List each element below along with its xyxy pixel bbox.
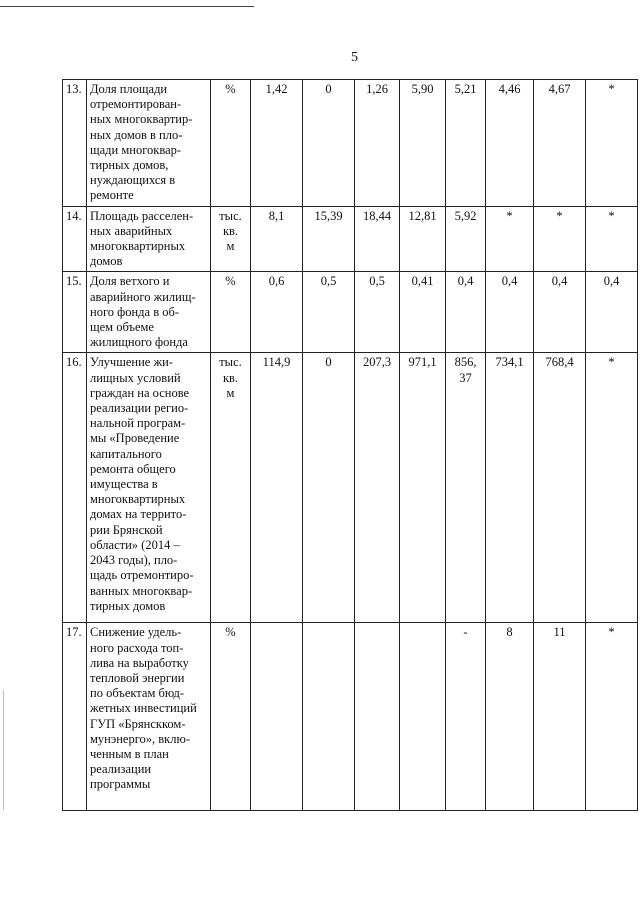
header-rule — [0, 6, 254, 7]
value-cell: 0 — [303, 353, 355, 623]
indicator-name: Снижение удель- ного расхода топ- лива на выработку тепловой энергии по объектам бюд- жетных инвестиций ГУП «Брянскком- мунэнерго», вклю- ченным в план реализации программы — [87, 623, 211, 811]
value-cell: * — [486, 206, 534, 272]
table-row — [63, 353, 638, 623]
value-cell: 0 — [303, 80, 355, 207]
value-cell: 1,26 — [355, 80, 400, 207]
unit-cell: тыс. кв. м — [211, 206, 251, 272]
value-cell: 207,3 — [355, 353, 400, 623]
value-cell: 15,39 — [303, 206, 355, 272]
row-number: 13. — [63, 80, 87, 207]
value-cell: * — [586, 206, 638, 272]
value-cell: 5,92 — [446, 206, 486, 272]
table-row — [63, 623, 638, 811]
value-cell — [355, 623, 400, 811]
value-cell: * — [534, 206, 586, 272]
value-cell: 1,42 — [251, 80, 303, 207]
value-cell: 114,9 — [251, 353, 303, 623]
table-row — [63, 206, 638, 272]
value-cell: 0,41 — [400, 272, 446, 353]
table-row — [63, 272, 638, 353]
row-number: 14. — [63, 206, 87, 272]
indicator-name: Площадь расселен- ных аварийных многоквартирных домов — [87, 206, 211, 272]
indicators-table — [62, 79, 638, 811]
value-cell: 8 — [486, 623, 534, 811]
row-number: 16. — [63, 353, 87, 623]
value-cell: 768,4 — [534, 353, 586, 623]
value-cell: 4,46 — [486, 80, 534, 207]
value-cell: 11 — [534, 623, 586, 811]
value-cell: 18,44 — [355, 206, 400, 272]
value-cell: 0,4 — [534, 272, 586, 353]
indicator-name: Доля ветхого и аварийного жилищ- ного фонда в об- щем объеме жилищного фонда — [87, 272, 211, 353]
value-cell: 8,1 — [251, 206, 303, 272]
value-cell: 0,5 — [303, 272, 355, 353]
page-number: 5 — [351, 50, 358, 65]
value-cell: 4,67 — [534, 80, 586, 207]
value-cell: 0,6 — [251, 272, 303, 353]
unit-cell: тыс. кв. м — [211, 353, 251, 623]
value-cell: * — [586, 623, 638, 811]
value-cell: 856, 37 — [446, 353, 486, 623]
value-cell: 0,4 — [446, 272, 486, 353]
value-cell: 734,1 — [486, 353, 534, 623]
unit-cell: % — [211, 623, 251, 811]
value-cell: 5,21 — [446, 80, 486, 207]
value-cell — [303, 623, 355, 811]
value-cell: 12,81 — [400, 206, 446, 272]
value-cell: * — [586, 353, 638, 623]
value-cell: 5,90 — [400, 80, 446, 207]
value-cell — [400, 623, 446, 811]
unit-cell: % — [211, 272, 251, 353]
value-cell — [251, 623, 303, 811]
indicator-name: Улучшение жи- лищных условий граждан на основе реализации регио- нальной програм- мы «Проведение капитального ремонта общего имущества в многоквартирных домах на террито- рии Брянской области» (2014 – 2043 годы), пло- щадь отремонтиро- ванных многоквар- тирных домов — [87, 353, 211, 623]
table-row — [63, 80, 638, 207]
value-cell: 0,4 — [486, 272, 534, 353]
row-number: 15. — [63, 272, 87, 353]
unit-cell: % — [211, 80, 251, 207]
value-cell: 971,1 — [400, 353, 446, 623]
value-cell: * — [586, 80, 638, 207]
value-cell: 0,4 — [586, 272, 638, 353]
scan-margin-mark — [3, 690, 4, 810]
row-number: 17. — [63, 623, 87, 811]
table-body — [63, 80, 638, 811]
value-cell: - — [446, 623, 486, 811]
value-cell: 0,5 — [355, 272, 400, 353]
indicator-name: Доля площади отремонтирован- ных многоквартир- ных домов в пло- щади многоквар- тирных домов, нуждающихся в ремонте — [87, 80, 211, 207]
